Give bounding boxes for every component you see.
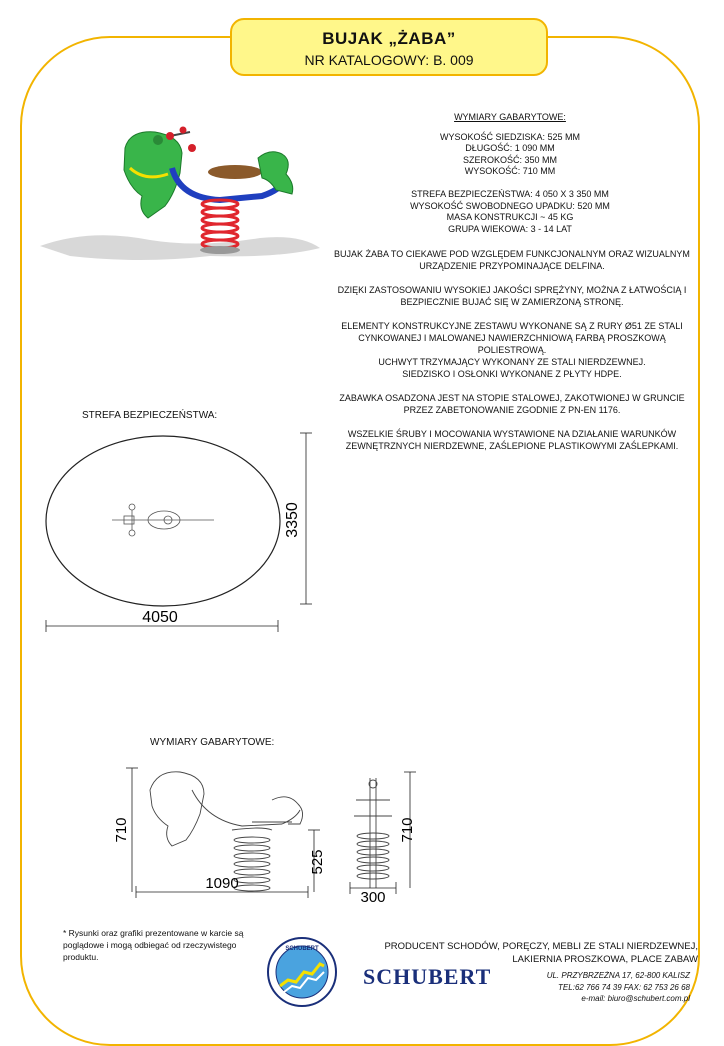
description bbox=[334, 248, 690, 464]
width-value: 300 bbox=[360, 889, 386, 906]
phone-line: TEL:62 766 74 39 FAX: 62 753 26 68 bbox=[558, 982, 690, 992]
logo-text: SCHUBERT bbox=[285, 946, 319, 952]
shadow bbox=[40, 235, 320, 260]
spec-line: MASA KONSTRUKCJI ~ 45 KG bbox=[446, 212, 574, 223]
contact-block bbox=[500, 970, 690, 1005]
producer-line: PRODUCENT SCHODÓW, PORĘCZY, MEBLI ZE STALI NIERDZEWNEJ, bbox=[384, 941, 698, 952]
producer-line: LAKIERNIA PROSZKOWA, PLACE ZABAW bbox=[512, 954, 698, 965]
front-height-value: 710 bbox=[399, 817, 416, 843]
spec-line: DŁUGOŚĆ: 1 090 MM bbox=[465, 143, 555, 154]
description-paragraph: ZABAWKA OSADZONA JEST NA STOPIE STALOWEJ, ZAKOTWIONEJ W GRUNCIE PRZEZ ZABETONOWANIE ZGODNIE Z PN-EN 1176. bbox=[339, 393, 685, 415]
length-value: 1090 bbox=[205, 875, 239, 892]
description-paragraph: BUJAK ŻABA TO CIEKAWE POD WZGLĘDEM FUNKCJONALNYM ORAZ WIZUALNYM URZĄDZENIE PRZYPOMINAJĄCE DELFINA. bbox=[334, 249, 690, 271]
side-height-value: 710 bbox=[113, 817, 130, 843]
frog-eye bbox=[153, 135, 163, 145]
seat bbox=[208, 165, 262, 179]
specs-heading: WYMIARY GABARYTOWE: bbox=[454, 112, 566, 122]
handle-knob-right bbox=[188, 144, 196, 152]
catalog-number: NR KATALOGOWY: B. 009 bbox=[304, 52, 474, 68]
spec-line: SZEROKOŚĆ: 350 MM bbox=[462, 154, 558, 165]
zone-width-value: 4050 bbox=[142, 609, 178, 626]
spec-line: WYSOKOŚĆ SWOBODNEGO UPADKU: 520 MM bbox=[410, 200, 610, 211]
spec-line: GRUPA WIEKOWA: 3 - 14 LAT bbox=[448, 223, 572, 234]
safety-zone-ellipse bbox=[46, 436, 280, 606]
product-illustration bbox=[30, 118, 330, 268]
base-plate bbox=[200, 246, 240, 254]
description-paragraph: ELEMENTY KONSTRUKCYJNE ZESTAWU WYKONANE SĄ Z RURY Ø51 ZE STALI CYNKOWANEJ I MALOWANEJ NAWIERZCHNIOWĄ FARBĄ PROSZKOWĄ POLIESTROWĄ. UCHWYT TRZYMAJĄCY WYKONANY ZE STALI NIERDZEWNEJ. SIEDZISKO I OSŁONKI WYKONANE Z PŁYTY HDPE. bbox=[341, 321, 683, 379]
description-paragraph: WSZELKIE ŚRUBY I MOCOWANIA WYSTAWIONE NA DZIAŁANIE WARUNKÓW ZEWNĘTRZNYCH NIERDZEWNE, ZAŚLEPIONE PLASTIKOWYMI ZAŚLEPKAMI. bbox=[345, 429, 679, 451]
spec-line: STREFA BEZPIECZEŃSTWA: 4 050 X 3 350 MM bbox=[411, 188, 609, 199]
disclaimer-note: * Rysunki oraz grafiki prezentowane w karcie są poglądowe i mogą odbiegać od rzeczywistego produktu. bbox=[63, 928, 244, 962]
address-line: UL. PRZYBRZEŻNA 17, 62-800 KALISZ bbox=[546, 971, 690, 980]
brand-name: SCHUBERT bbox=[363, 964, 492, 989]
handle-knob-top bbox=[180, 127, 187, 134]
handle-knob-left bbox=[166, 132, 174, 140]
seat-height-value: 525 bbox=[309, 849, 326, 875]
email-line: e-mail: biuro@schubert.com.pl bbox=[581, 994, 690, 1003]
side-view-drawing bbox=[112, 760, 328, 910]
top-view-device bbox=[112, 504, 214, 536]
description-paragraph: DZIĘKI ZASTOSOWANIU WYSOKIEJ JAKOŚCI SPRĘŻYNY, MOŻNA Z ŁATWOŚCIĄ I BEZPIECZNIE BUJAĆ SIĘ W ZAMIERZONĄ STRONĘ. bbox=[337, 285, 687, 307]
safety-zone-drawing bbox=[38, 428, 328, 638]
title-box bbox=[230, 18, 548, 76]
spec-line: WYSOKOŚĆ: 710 MM bbox=[464, 166, 556, 177]
spec-line: WYSOKOŚĆ SIEDZISKA: 525 MM bbox=[439, 131, 581, 142]
front-view-drawing bbox=[330, 764, 420, 910]
specs-block bbox=[330, 112, 690, 235]
safety-zone-label: STREFA BEZPIECZEŃSTWA: bbox=[82, 410, 218, 421]
product-title: BUJAK „ŻABA” bbox=[322, 29, 456, 48]
company-logo bbox=[266, 936, 338, 1008]
dimensions-label: WYMIARY GABARYTOWE: bbox=[150, 737, 275, 748]
frog-leg bbox=[258, 152, 293, 194]
zone-height-value: 3350 bbox=[284, 502, 301, 538]
front-view-outline bbox=[354, 778, 392, 888]
spring bbox=[202, 200, 238, 248]
producer-info bbox=[338, 940, 698, 966]
side-view-outline bbox=[150, 772, 303, 891]
